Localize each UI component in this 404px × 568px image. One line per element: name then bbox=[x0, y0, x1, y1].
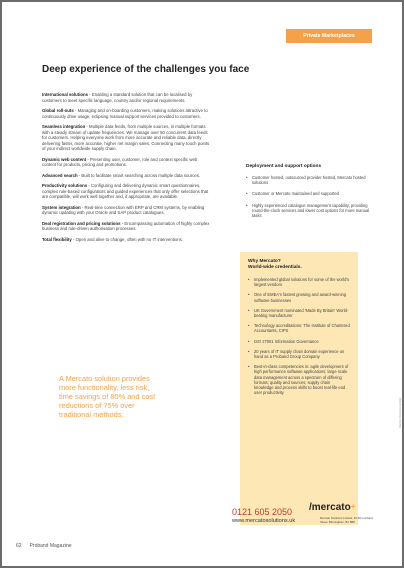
credential-item bbox=[248, 323, 350, 333]
page-number: 62 bbox=[16, 543, 22, 549]
feature-title: International solutions bbox=[42, 92, 89, 97]
features-list bbox=[42, 92, 210, 247]
bullet-icon: • bbox=[246, 175, 248, 180]
logo-slash: / bbox=[309, 502, 312, 513]
section-tag: Private Marketplaces bbox=[286, 29, 372, 43]
feature-title: Dynamic web content bbox=[42, 156, 87, 162]
feature-text: - Configuring and delivering dynamic smart questionnaires, complex rule-based configurators and guided experiences that only offer selections that are compatible, will work well together and, if appropriate, are available. bbox=[42, 183, 209, 199]
contact-phone: 0121 605 2050 bbox=[232, 507, 293, 517]
feature-text: - Open and alive to change, often with no IT interventions. bbox=[71, 236, 183, 242]
credentials-box bbox=[240, 252, 358, 525]
bullet-icon: • bbox=[248, 277, 250, 282]
feature-item bbox=[42, 92, 210, 103]
bullet-icon: • bbox=[246, 191, 248, 197]
credential-item-text: UK Government nominated 'Made By Britain' World-beating manufacturer bbox=[254, 307, 349, 319]
feature-item bbox=[42, 124, 210, 152]
logo-wordmark: mercato bbox=[311, 502, 351, 513]
credential-item bbox=[248, 292, 350, 302]
feature-text: - Presenting user, customer, role and context specific web content for products, pricing and promotions. bbox=[42, 156, 198, 167]
feature-title: Total flexibility bbox=[42, 236, 72, 242]
feature-text: - Real-time connection with ERP and CRM systems, by enabling dynamic updating with your Oracle and SAP product catalogues. bbox=[42, 204, 205, 215]
credential-item bbox=[248, 339, 350, 344]
bullet-icon: • bbox=[248, 348, 250, 354]
page-folio bbox=[16, 543, 72, 549]
side-credit: Mercato Solutions Limited bbox=[399, 398, 402, 428]
bullet-icon: • bbox=[248, 338, 250, 344]
feature-text: - Multiple data feeds, from multiple sources, in multiple formats with a steady stream of update frequencies. We manage over 50 concurrent data feeds for customers. Helping everyone work from more accurate and reliable data, directly delivering faster, more accurate, higher net margin sales. Connecting many touch points of your indirect worldwide supply chain. bbox=[42, 124, 210, 151]
bullet-icon: • bbox=[248, 307, 250, 313]
page-heading: Deep experience of the challenges you face bbox=[42, 64, 250, 75]
credential-item bbox=[248, 364, 350, 395]
feature-item bbox=[42, 205, 210, 216]
logo-plus-icon: + bbox=[350, 502, 356, 511]
credentials-title bbox=[248, 259, 350, 271]
credentials-title-line2: World-wide credentials. bbox=[248, 265, 302, 270]
deployment-item bbox=[246, 191, 372, 196]
feature-item bbox=[42, 173, 210, 179]
bullet-icon: • bbox=[248, 364, 250, 370]
magazine-page bbox=[2, 2, 402, 566]
feature-title: System integration bbox=[42, 204, 81, 210]
feature-title: Seamless integration bbox=[42, 124, 86, 129]
feature-text: - Managing and on-boarding customers, making solutions attractive to continuously drive usage, eclipsing manual support services provided to customers. bbox=[42, 108, 208, 119]
feature-item bbox=[42, 237, 210, 243]
deployment-title: Deployment and support options bbox=[246, 164, 322, 169]
bullet-icon: • bbox=[248, 323, 250, 329]
credential-item bbox=[248, 308, 350, 318]
feature-item bbox=[42, 221, 210, 232]
feature-title: Deal registration and pricing solutions bbox=[42, 220, 121, 226]
feature-item bbox=[42, 183, 210, 200]
deployment-item bbox=[246, 203, 372, 219]
mercato-logo bbox=[309, 502, 355, 513]
credential-item bbox=[248, 277, 350, 287]
credential-item-text: ISO 27001 Information Governance bbox=[254, 338, 319, 344]
credential-item-text: Implemented global solutions for some of the world's largest vendors bbox=[254, 277, 350, 288]
credential-item-text: Technology accreditations: The Institute of Chartered Accountants, CIPS bbox=[254, 323, 350, 334]
credential-item-text: 20 years of IT supply chain domain experience on hand as a Proband Group Company bbox=[254, 348, 345, 360]
deployment-item bbox=[246, 175, 372, 185]
feature-title: Productivity solutions bbox=[42, 183, 88, 188]
bullet-icon: • bbox=[246, 202, 248, 208]
credentials-title-line1: Why Mercato? bbox=[248, 259, 281, 264]
feature-title: Advanced search bbox=[42, 172, 78, 178]
pull-quote: A Mercato solution provides more functionality, less risk, time savings of 80% and cost reductions of 75% over traditional methods. bbox=[59, 374, 156, 419]
feature-text: - Built to facilitate smart searching across multiple data sources. bbox=[77, 172, 201, 178]
company-address: Mercato Solutions Limited, 40-50 Lombard Street, Birmingham, B1 5BP bbox=[320, 516, 373, 524]
deployment-item-text: Highly experienced catalogue management capability, providing round-the-clock services and lower cost options for more manual tasks bbox=[252, 202, 370, 219]
magazine-name: Proband Magazine bbox=[29, 543, 72, 549]
contact-website[interactable]: www.mercatosolutions.uk bbox=[232, 518, 296, 524]
bullet-icon: • bbox=[248, 292, 250, 298]
feature-text: - Encompassing automation of highly complex business and rule-driven authorisation processes. bbox=[42, 220, 210, 231]
credential-item-text: Best-in-class competencies in: agile development of high performance software applications; large scale data management across a spectrum of differing formats; quality and sources; supply chain knowledge and process skills to boost real-life end user productivity bbox=[254, 364, 349, 396]
deployment-item-text: Customer or Mercato maintained and supported bbox=[252, 191, 339, 197]
feature-text: - Enabling a standard solution that can be localised by customers to meet specific language, country and/or regional requirements. bbox=[42, 92, 193, 103]
feature-title: Global roll-outs bbox=[42, 108, 74, 113]
feature-item bbox=[42, 108, 210, 119]
credential-item bbox=[248, 349, 350, 359]
deployment-item-text: Customer hosted, outsourced provider hosted, Mercato hosted solutions bbox=[252, 175, 366, 186]
feature-item bbox=[42, 157, 210, 168]
credential-item-text: One of EMEA's fastest growing and award-winning software businesses bbox=[254, 292, 347, 303]
deployment-section bbox=[246, 164, 372, 224]
